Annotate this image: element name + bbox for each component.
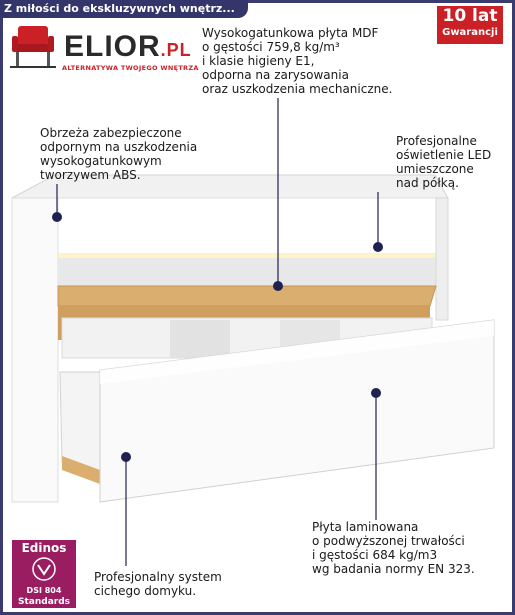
callout-led [396,134,491,190]
edinos-brand: Edinos [21,541,67,555]
quality-seal-icon [24,556,64,582]
callout-board-line: o podwyższonej trwałości [312,534,465,548]
top-banner: Z miłości do ekskluzywnych wnętrz... [0,0,248,18]
callout-board-line: i gęstości 684 kg/m3 [312,548,438,562]
callout-mdf-line: odporna na zarysowania [202,68,349,82]
certificate-label: Standards [17,597,71,607]
warranty-label: Gwarancji [442,27,498,38]
callout-edges-line: wysokogatunkowym [40,154,162,168]
callout-mdf [202,26,392,96]
callout-edges-line: tworzywem ABS. [40,168,141,182]
certificate-code-right: 804 [44,586,62,595]
callout-closing-line: cichego domyku. [94,584,197,598]
certificate-code-left: DSI [26,586,42,595]
callout-led-line: umieszczone [396,162,474,176]
callout-closing [94,570,222,598]
callout-board-line: wg badania normy EN 323. [312,562,475,576]
callout-led-line: oświetlenie LED [396,148,492,162]
callout-board-line: Płyta laminowana [312,520,419,534]
certificate-codes [12,586,76,596]
callout-mdf-line: i klasie higieny E1, [202,54,315,68]
callout-edges-line: odpornym na uszkodzenia [40,140,198,154]
callout-led-line: nad półką. [396,176,459,190]
logo-tagline: ALTERNATYWA TWOJEGO WNĘTRZA [62,64,199,72]
callout-mdf-line: oraz uszkodzenia mechaniczne. [202,82,393,96]
callout-led-line: Profesjonalne [396,134,477,148]
warranty-years: 10 lat [442,6,498,26]
callout-board [312,520,475,576]
callout-edges [40,126,197,182]
edinos-certificate [12,540,76,608]
callout-mdf-line: o gęstości 759,8 kg/m³ [202,40,340,54]
logo-name: ELIOR [64,30,161,63]
logo-suffix: .PL [160,40,192,60]
callout-closing-line: Profesjonalny system [94,570,222,584]
callout-edges-line: Obrzeża zabezpieczone [40,126,182,140]
callout-mdf-line: Wysokogatunkowa płyta MDF [202,26,379,40]
